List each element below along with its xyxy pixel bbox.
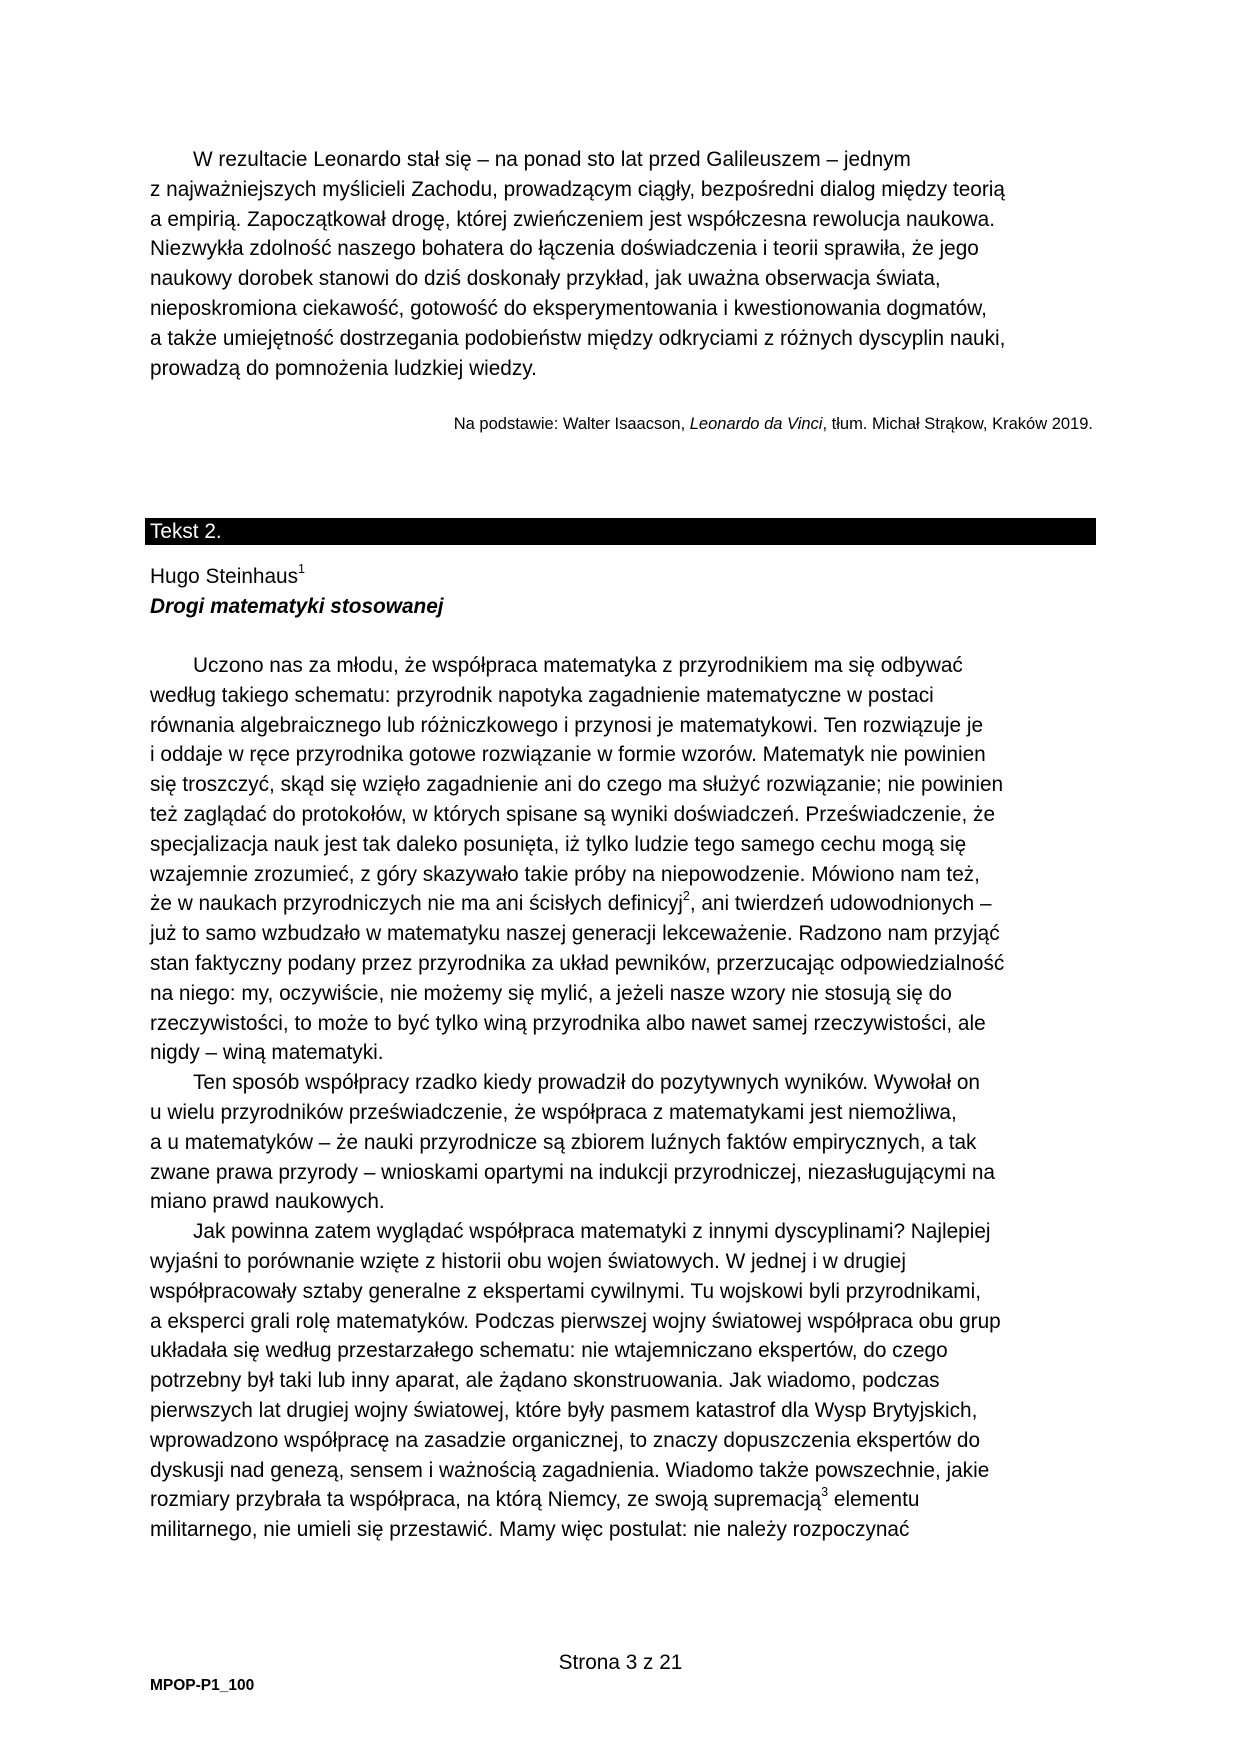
text-line: Uczono nas za młodu, że współpraca matematyka z przyrodnikiem ma się odbywać [193,654,963,677]
article-title: Drogi matematyki stosowanej [150,595,444,618]
text-line: potrzebny był taki lub inny aparat, ale żądano skonstruowania. Jak wiadomo, podczas [150,1369,940,1393]
section-header-bar [145,518,1096,545]
text-line [150,1485,1096,1515]
page-number: Strona 3 z 21 [558,1651,683,1674]
text-line: prowadzą do pomnożenia ludzkiej wiedzy. [150,356,537,380]
text-fragment: że w naukach przyrodniczych nie ma ani ścisłych definicyj [150,892,683,916]
text-line: a empirią. Zapoczątkował drogę, której zwieńczeniem jest współczesna rewolucja naukowa. [150,207,995,231]
exam-code: MPOP-P1_100 [150,1677,255,1694]
text-line: wyjaśni to porównanie wzięte z historii obu wojen światowych. W jednej i w drugiej [150,1249,906,1273]
text-line: się troszczyć, skąd się wzięło zagadnienie ani do czego ma służyć rozwiązanie; nie powinien [150,773,1004,797]
text-fragment: elementu [828,1488,920,1512]
text-line: dyskusji nad genezą, sensem i ważnością zagadnienia. Wiadomo także powszechnie, jakie [150,1458,990,1482]
source-prefix: Na podstawie: Walter Isaacson, [453,415,690,433]
text-line: rzeczywistości, to może to być tylko winą przyrodnika albo nawet samej rzeczywistości, ale [150,1011,986,1035]
text-line: Niezwykła zdolność naszego bohatera do łączenia doświadczenia i teorii sprawiła, że jego [150,237,979,261]
text-line: współpracowały sztaby generalne z ekspertami cywilnymi. Tu wojskowi byli przyrodnikami, [150,1279,982,1303]
footnote-marker: 2 [682,889,690,904]
text-line: a także umiejętność dostrzegania podobieństw między odkryciami z różnych dyscyplin nauki, [150,326,1006,350]
text-line: już to samo wzbudzało w matematyku naszej generacji lekceważenie. Radzono nam przyjąć [150,922,1000,946]
text-line [150,889,1096,919]
text-line: i oddaje w ręce przyrodnika gotowe rozwiązanie w formie wzorów. Matematyk nie powinien [150,743,986,767]
source-book-title: Leonardo da Vinci [689,415,823,433]
text-line: wprowadzono współpracę na zasadzie organicznej, to znaczy dopuszczenia ekspertów do [150,1428,981,1452]
text-line: z najważniejszych myślicieli Zachodu, prowadzącym ciągły, bezpośredni dialog między teorią [150,177,1005,201]
text-line: militarnego, nie umieli się przestawić. Mamy więc postulat: nie należy rozpoczynać [150,1518,910,1542]
text-line: a eksperci grali rolę matematyków. Podczas pierwszej wojny światowej współpraca obu grup [150,1309,1001,1333]
text-line: stan faktyczny podany przez przyrodnika za układ pewników, przerzucając odpowiedzialność [150,951,1005,975]
text-line: miano prawd naukowych. [150,1190,385,1214]
intro-paragraph [150,145,1096,383]
article-body [150,651,1096,1545]
article-author [150,562,305,591]
text-line: Ten sposób współpracy rzadko kiedy prowadził do pozytywnych wyników. Wywołał on [193,1071,980,1095]
text-line: też zaglądać do protokołów, w których spisane są wyniki doświadczeń. Przeświadczenie, że [150,802,996,826]
text-line: specjalizacja nauk jest tak daleko posunięta, iż tylko ludzie tego samego cechu mogą się [150,832,967,856]
text-line: u wielu przyrodników przeświadczenie, że współpraca z matematykami jest niemożliwa, [150,1100,957,1124]
text-line: naukowy dorobek stanowi do dziś doskonały przykład, jak uważna obserwacja świata, [150,267,941,291]
text-line: nieposkromiona ciekawość, gotowość do eksperymentowania i kwestionowania dogmatów, [150,296,987,320]
text-line: Jak powinna zatem wyglądać współpraca matematyki z innymi dyscyplinami? Najlepiej [193,1220,991,1244]
text-line: nigdy – winą matematyki. [150,1041,384,1065]
text-line: W rezultacie Leonardo stał się – na ponad sto lat przed Galileuszem – jednym [193,148,911,171]
text-line: równania algebraicznego lub różniczkowego i przynosi je matematykowi. Ten rozwiązuje je [150,713,984,737]
author-name: Hugo Steinhaus [150,565,298,588]
text-line: układała się według przestarzałego schematu: nie wtajemniczano ekspertów, do czego [150,1339,948,1363]
text-fragment: , ani twierdzeń udowodnionych – [689,892,992,916]
text-line: na niego: my, oczywiście, nie możemy się mylić, a jeżeli nasze wzory nie stosują się do [150,981,952,1005]
text-line: według takiego schematu: przyrodnik napotyka zagadnienie matematyczne w postaci [150,683,934,707]
source-citation [454,413,1093,435]
footnote-marker: 3 [821,1485,829,1500]
text-line: pierwszych lat drugiej wojny światowej, które były pasmem katastrof dla Wysp Brytyjskich, [150,1398,978,1422]
text-fragment: rozmiary przybrała ta współpraca, na którą Niemcy, ze swoją supremacją [150,1488,822,1512]
source-suffix: , tłum. Michał Strąkow, Kraków 2019. [822,415,1093,433]
footnote-marker: 1 [298,562,305,577]
text-line: zwane prawa przyrody – wnioskami opartymi na indukcji przyrodniczej, niezasługującymi na [150,1160,995,1184]
text-line: wzajemnie zrozumieć, z góry skazywało takie próby na niepowodzenie. Mówiono nam też, [150,862,980,886]
text-line: a u matematyków – że nauki przyrodnicze są zbiorem luźnych faktów empirycznych, a tak [150,1130,977,1154]
section-label: Tekst 2. [150,520,222,543]
